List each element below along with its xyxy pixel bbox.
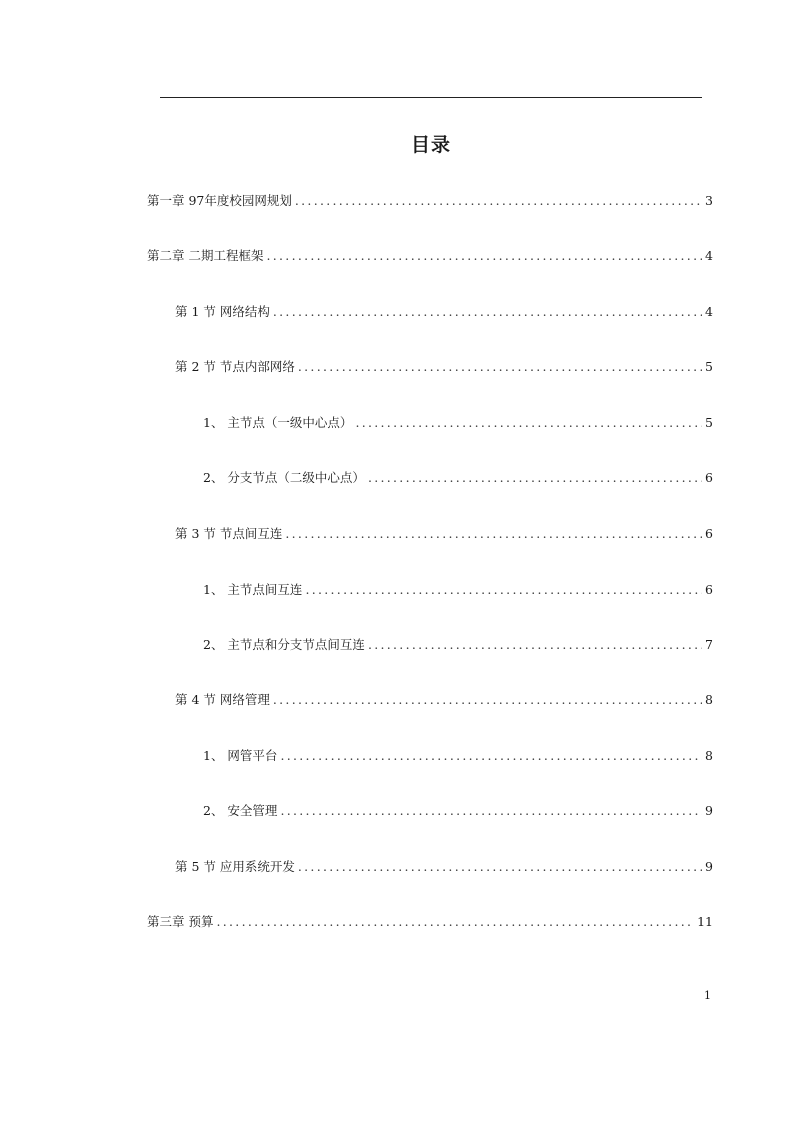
toc-entry-page: 9 xyxy=(705,859,713,874)
dot-leader xyxy=(285,524,702,544)
toc-entry-label: 第二章 二期工程框架 xyxy=(147,248,264,263)
toc-entry[interactable] xyxy=(203,635,713,655)
dot-leader xyxy=(368,468,702,488)
toc-entry[interactable] xyxy=(147,246,713,266)
toc-entry[interactable] xyxy=(203,413,713,433)
toc-entry[interactable] xyxy=(175,524,713,544)
toc-entry-label: 第 2 节 节点内部网络 xyxy=(175,359,295,374)
dot-leader xyxy=(355,413,702,433)
toc-entry-page: 11 xyxy=(697,914,713,929)
toc-entry-label: 第 4 节 网络管理 xyxy=(175,692,270,707)
toc-entry-label: 1、 主节点间互连 xyxy=(203,582,303,597)
toc-entry-label: 1、 主节点（一级中心点） xyxy=(203,415,353,430)
dot-leader xyxy=(280,801,702,821)
toc-entry-label: 2、 主节点和分支节点间互连 xyxy=(203,637,365,652)
toc-entry-page: 8 xyxy=(705,692,713,707)
toc-entry-page: 5 xyxy=(705,415,713,430)
dot-leader xyxy=(273,302,702,322)
toc-entry-label: 1、 网管平台 xyxy=(203,748,278,763)
dot-leader xyxy=(216,912,694,932)
toc-entry[interactable] xyxy=(147,191,713,211)
toc-entry-label: 2、 分支节点（二级中心点） xyxy=(203,470,365,485)
toc-entry-page: 9 xyxy=(705,803,713,818)
toc-entry-label: 第 1 节 网络结构 xyxy=(175,304,270,319)
toc-entry-page: 3 xyxy=(705,193,713,208)
toc-entry-page: 7 xyxy=(705,637,713,652)
toc-entry[interactable] xyxy=(175,857,713,877)
dot-leader xyxy=(368,635,702,655)
toc-entry-label: 第一章 97年度校园网规划 xyxy=(147,193,292,208)
dot-leader xyxy=(266,246,702,266)
toc-entry[interactable] xyxy=(175,690,713,710)
toc-entry-page: 4 xyxy=(705,304,713,319)
toc-entry-page: 5 xyxy=(705,359,713,374)
toc-entry-page: 8 xyxy=(705,748,713,763)
toc-entry-page: 6 xyxy=(705,526,713,541)
toc-entry[interactable] xyxy=(147,912,713,932)
dot-leader xyxy=(305,580,702,600)
toc-title: 目录 xyxy=(410,134,451,156)
dot-leader xyxy=(280,746,702,766)
toc-entry[interactable] xyxy=(175,357,713,377)
toc-entry[interactable] xyxy=(203,746,713,766)
toc-entry-label: 第三章 预算 xyxy=(147,914,214,929)
header-rule xyxy=(160,97,702,98)
page-number: 1 xyxy=(704,989,711,1002)
toc-entry-label: 2、 安全管理 xyxy=(203,803,278,818)
toc-entry[interactable] xyxy=(203,468,713,488)
dot-leader xyxy=(273,690,702,710)
dot-leader xyxy=(298,357,702,377)
toc-entry-page: 6 xyxy=(705,470,713,485)
dot-leader xyxy=(298,857,702,877)
dot-leader xyxy=(295,191,702,211)
toc-entry[interactable] xyxy=(175,302,713,322)
toc-entry-page: 4 xyxy=(705,248,713,263)
toc-entry-label: 第 5 节 应用系统开发 xyxy=(175,859,295,874)
toc-entry-page: 6 xyxy=(705,582,713,597)
toc-entry[interactable] xyxy=(203,801,713,821)
toc-entry-label: 第 3 节 节点间互连 xyxy=(175,526,283,541)
toc-entry[interactable] xyxy=(203,580,713,600)
